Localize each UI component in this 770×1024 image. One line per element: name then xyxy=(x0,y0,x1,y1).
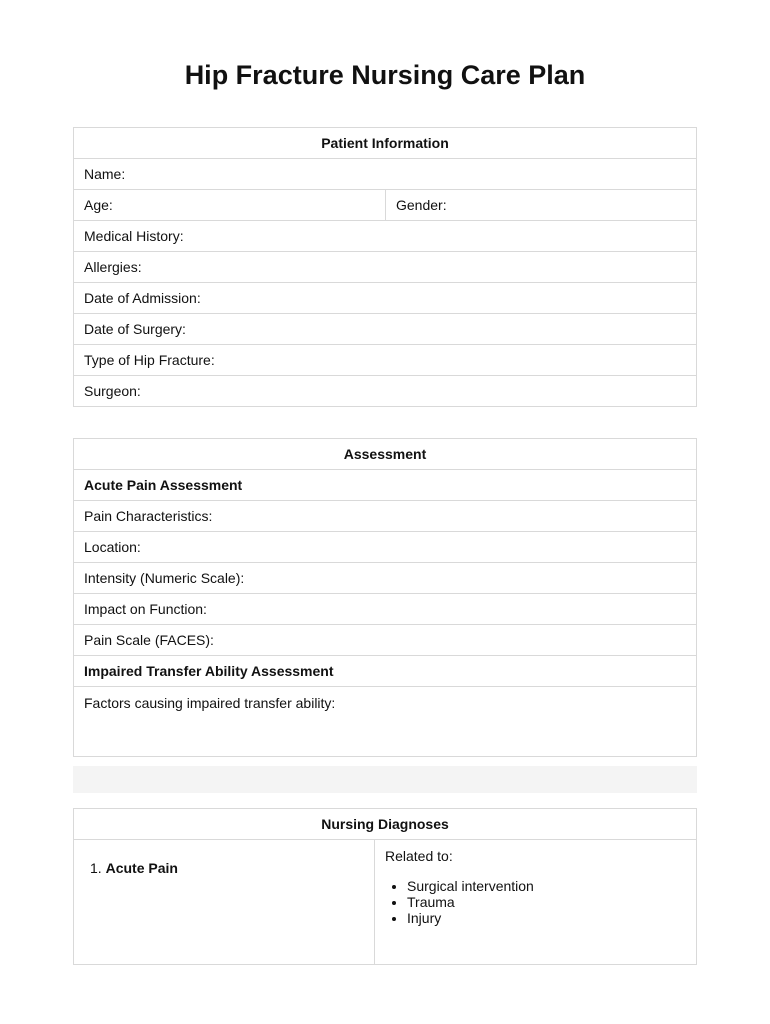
assessment-table xyxy=(73,438,697,757)
list-item: • Surgical intervention xyxy=(407,878,686,894)
acute-pain-assessment-heading: Acute Pain Assessment xyxy=(74,470,697,501)
section-spacer xyxy=(73,766,697,793)
allergies-field[interactable]: Allergies: xyxy=(74,252,697,283)
pain-scale-faces-field[interactable]: Pain Scale (FACES): xyxy=(74,625,697,656)
related-factors-cell xyxy=(375,840,697,965)
related-factors-list xyxy=(385,878,686,926)
date-of-surgery-field[interactable]: Date of Surgery: xyxy=(74,314,697,345)
list-item: • Trauma xyxy=(407,894,686,910)
page-title: Hip Fracture Nursing Care Plan xyxy=(184,60,586,90)
nursing-diagnoses-header: Nursing Diagnoses xyxy=(74,809,697,840)
patient-information-table xyxy=(73,127,697,407)
pain-characteristics-field[interactable]: Pain Characteristics: xyxy=(74,501,697,532)
hip-fracture-type-field[interactable]: Type of Hip Fracture: xyxy=(74,345,697,376)
diagnosis-number: 1. xyxy=(90,860,102,876)
date-of-admission-field[interactable]: Date of Admission: xyxy=(74,283,697,314)
impaired-transfer-assessment-heading: Impaired Transfer Ability Assessment xyxy=(74,656,697,687)
related-to-label: Related to: xyxy=(385,848,453,864)
name-field[interactable]: Name: xyxy=(74,159,697,190)
list-item: • Injury xyxy=(407,910,686,926)
patient-information-header: Patient Information xyxy=(74,128,697,159)
assessment-header: Assessment xyxy=(74,439,697,470)
transfer-factors-field[interactable]: Factors causing impaired transfer ability: xyxy=(74,687,697,757)
medical-history-field[interactable]: Medical History: xyxy=(74,221,697,252)
age-field[interactable]: Age: xyxy=(74,190,386,221)
intensity-field[interactable]: Intensity (Numeric Scale): xyxy=(74,563,697,594)
diagnosis-item xyxy=(74,840,375,965)
surgeon-field[interactable]: Surgeon: xyxy=(74,376,697,407)
nursing-diagnoses-table xyxy=(73,808,697,965)
location-field[interactable]: Location: xyxy=(74,532,697,563)
diagnosis-title: Acute Pain xyxy=(105,860,178,876)
gender-field[interactable]: Gender: xyxy=(386,190,697,221)
impact-on-function-field[interactable]: Impact on Function: xyxy=(74,594,697,625)
